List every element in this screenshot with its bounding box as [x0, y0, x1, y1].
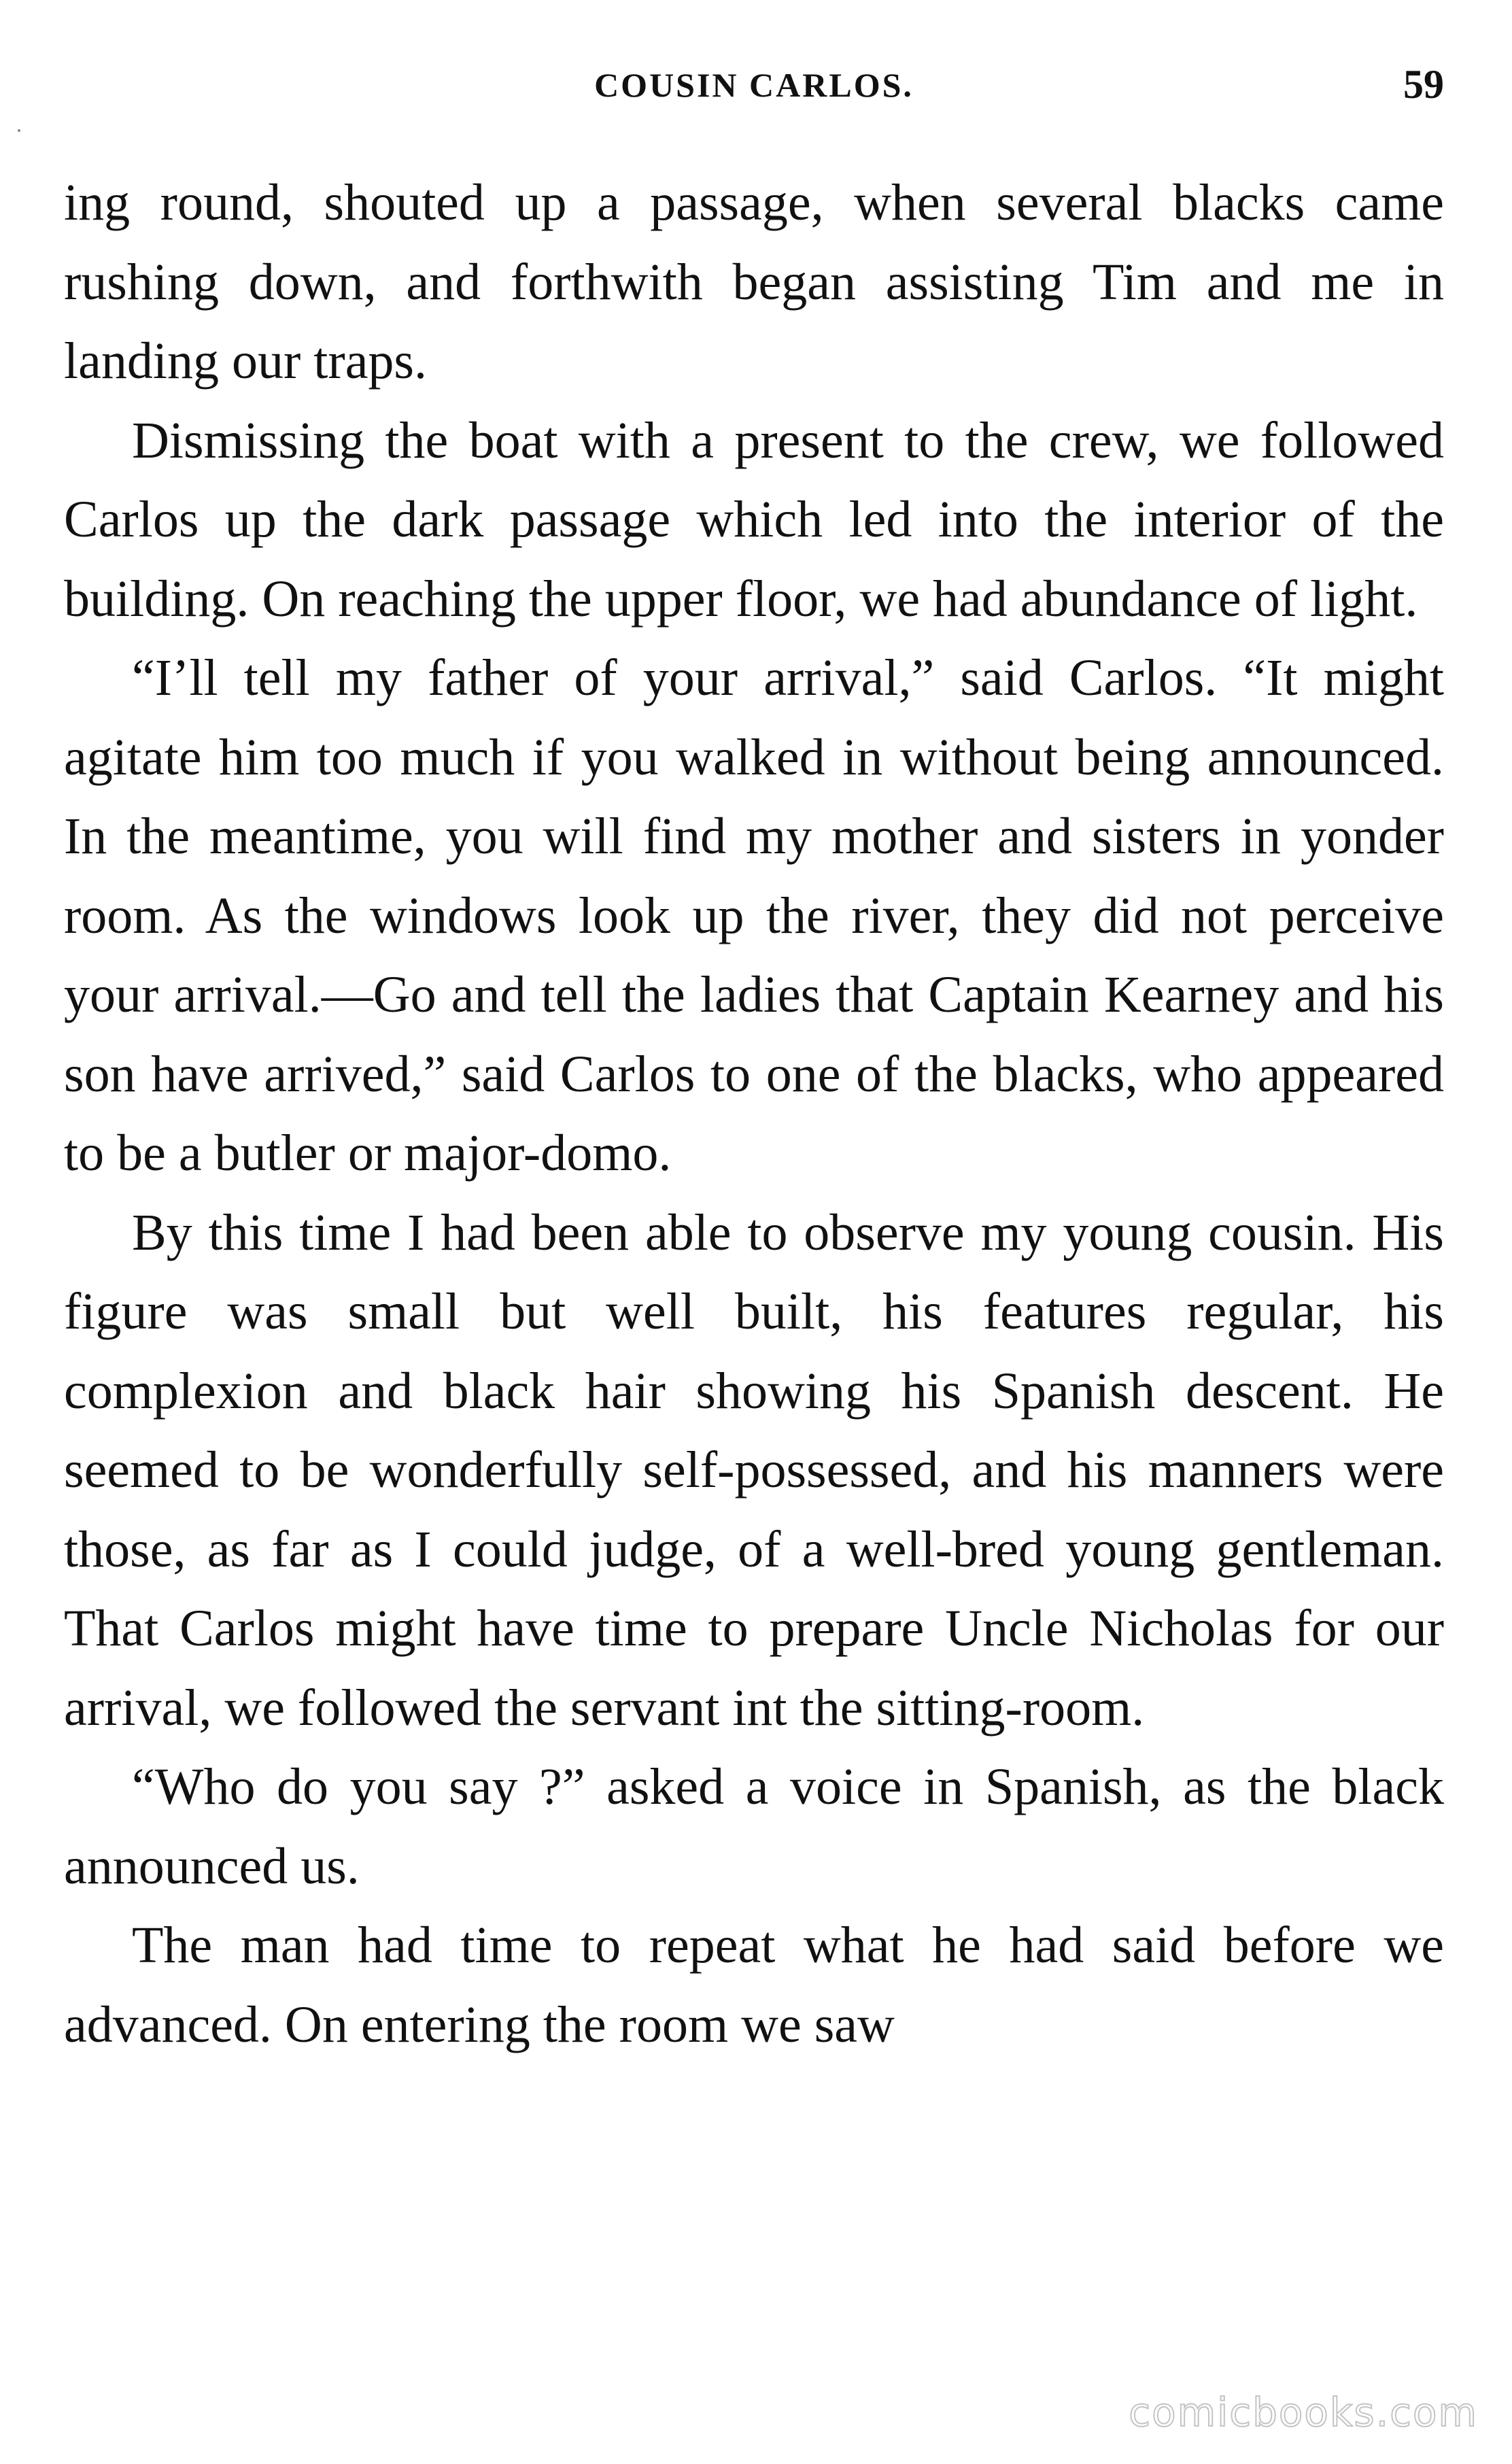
paragraph-5: “Who do you say ?” asked a voice in Spanish, as the black announced us. [64, 1758, 1444, 1895]
margin-speck [18, 129, 20, 132]
running-head-title: COUSIN CARLOS. [594, 66, 914, 104]
paragraph-4: By this time I had been able to observe my young cousin. His figure was small but well built, his features regular, his complexion and black hair showing his Spanish descent. He seemed to be wonderfully self-possessed, and his manners were those, as far as I could judge, of a well-bred young gentleman. That Carlos might have time to prepare Uncle Nicholas for our arrival, we followed the servant int the sitting-room. [64, 1203, 1444, 1736]
paragraph-3: “I’ll tell my father of your arrival,” said Carlos. “It might agitate him too much if you walked in without being announced. In the meantime, you will find my mother and sisters in yonder room. As the windows look up the river, they did not perceive your arrival.—Go and tell the ladies that Captain Kearney and his son have arrived,” said Carlos to one of the blacks, who appeared to be a butler or major-domo. [64, 649, 1444, 1182]
page-number: 59 [1403, 62, 1444, 107]
paragraph-6: The man had time to repeat what he had said before we advanced. On entering the room we saw [64, 1917, 1444, 2053]
watermark: comicbooks.com [1129, 2389, 1478, 2435]
paragraph-1: ing round, shouted up a passage, when several blacks came rushing down, and forthwith began assisting Tim and me in landing our traps. [64, 174, 1444, 390]
paragraph-2: Dismissing the boat with a present to the crew, we followed Carlos up the dark passage which led into the interior of the building. On reaching the upper floor, we had abundance of light. [64, 411, 1444, 628]
running-head [64, 58, 1444, 120]
body-text [64, 163, 1444, 2064]
